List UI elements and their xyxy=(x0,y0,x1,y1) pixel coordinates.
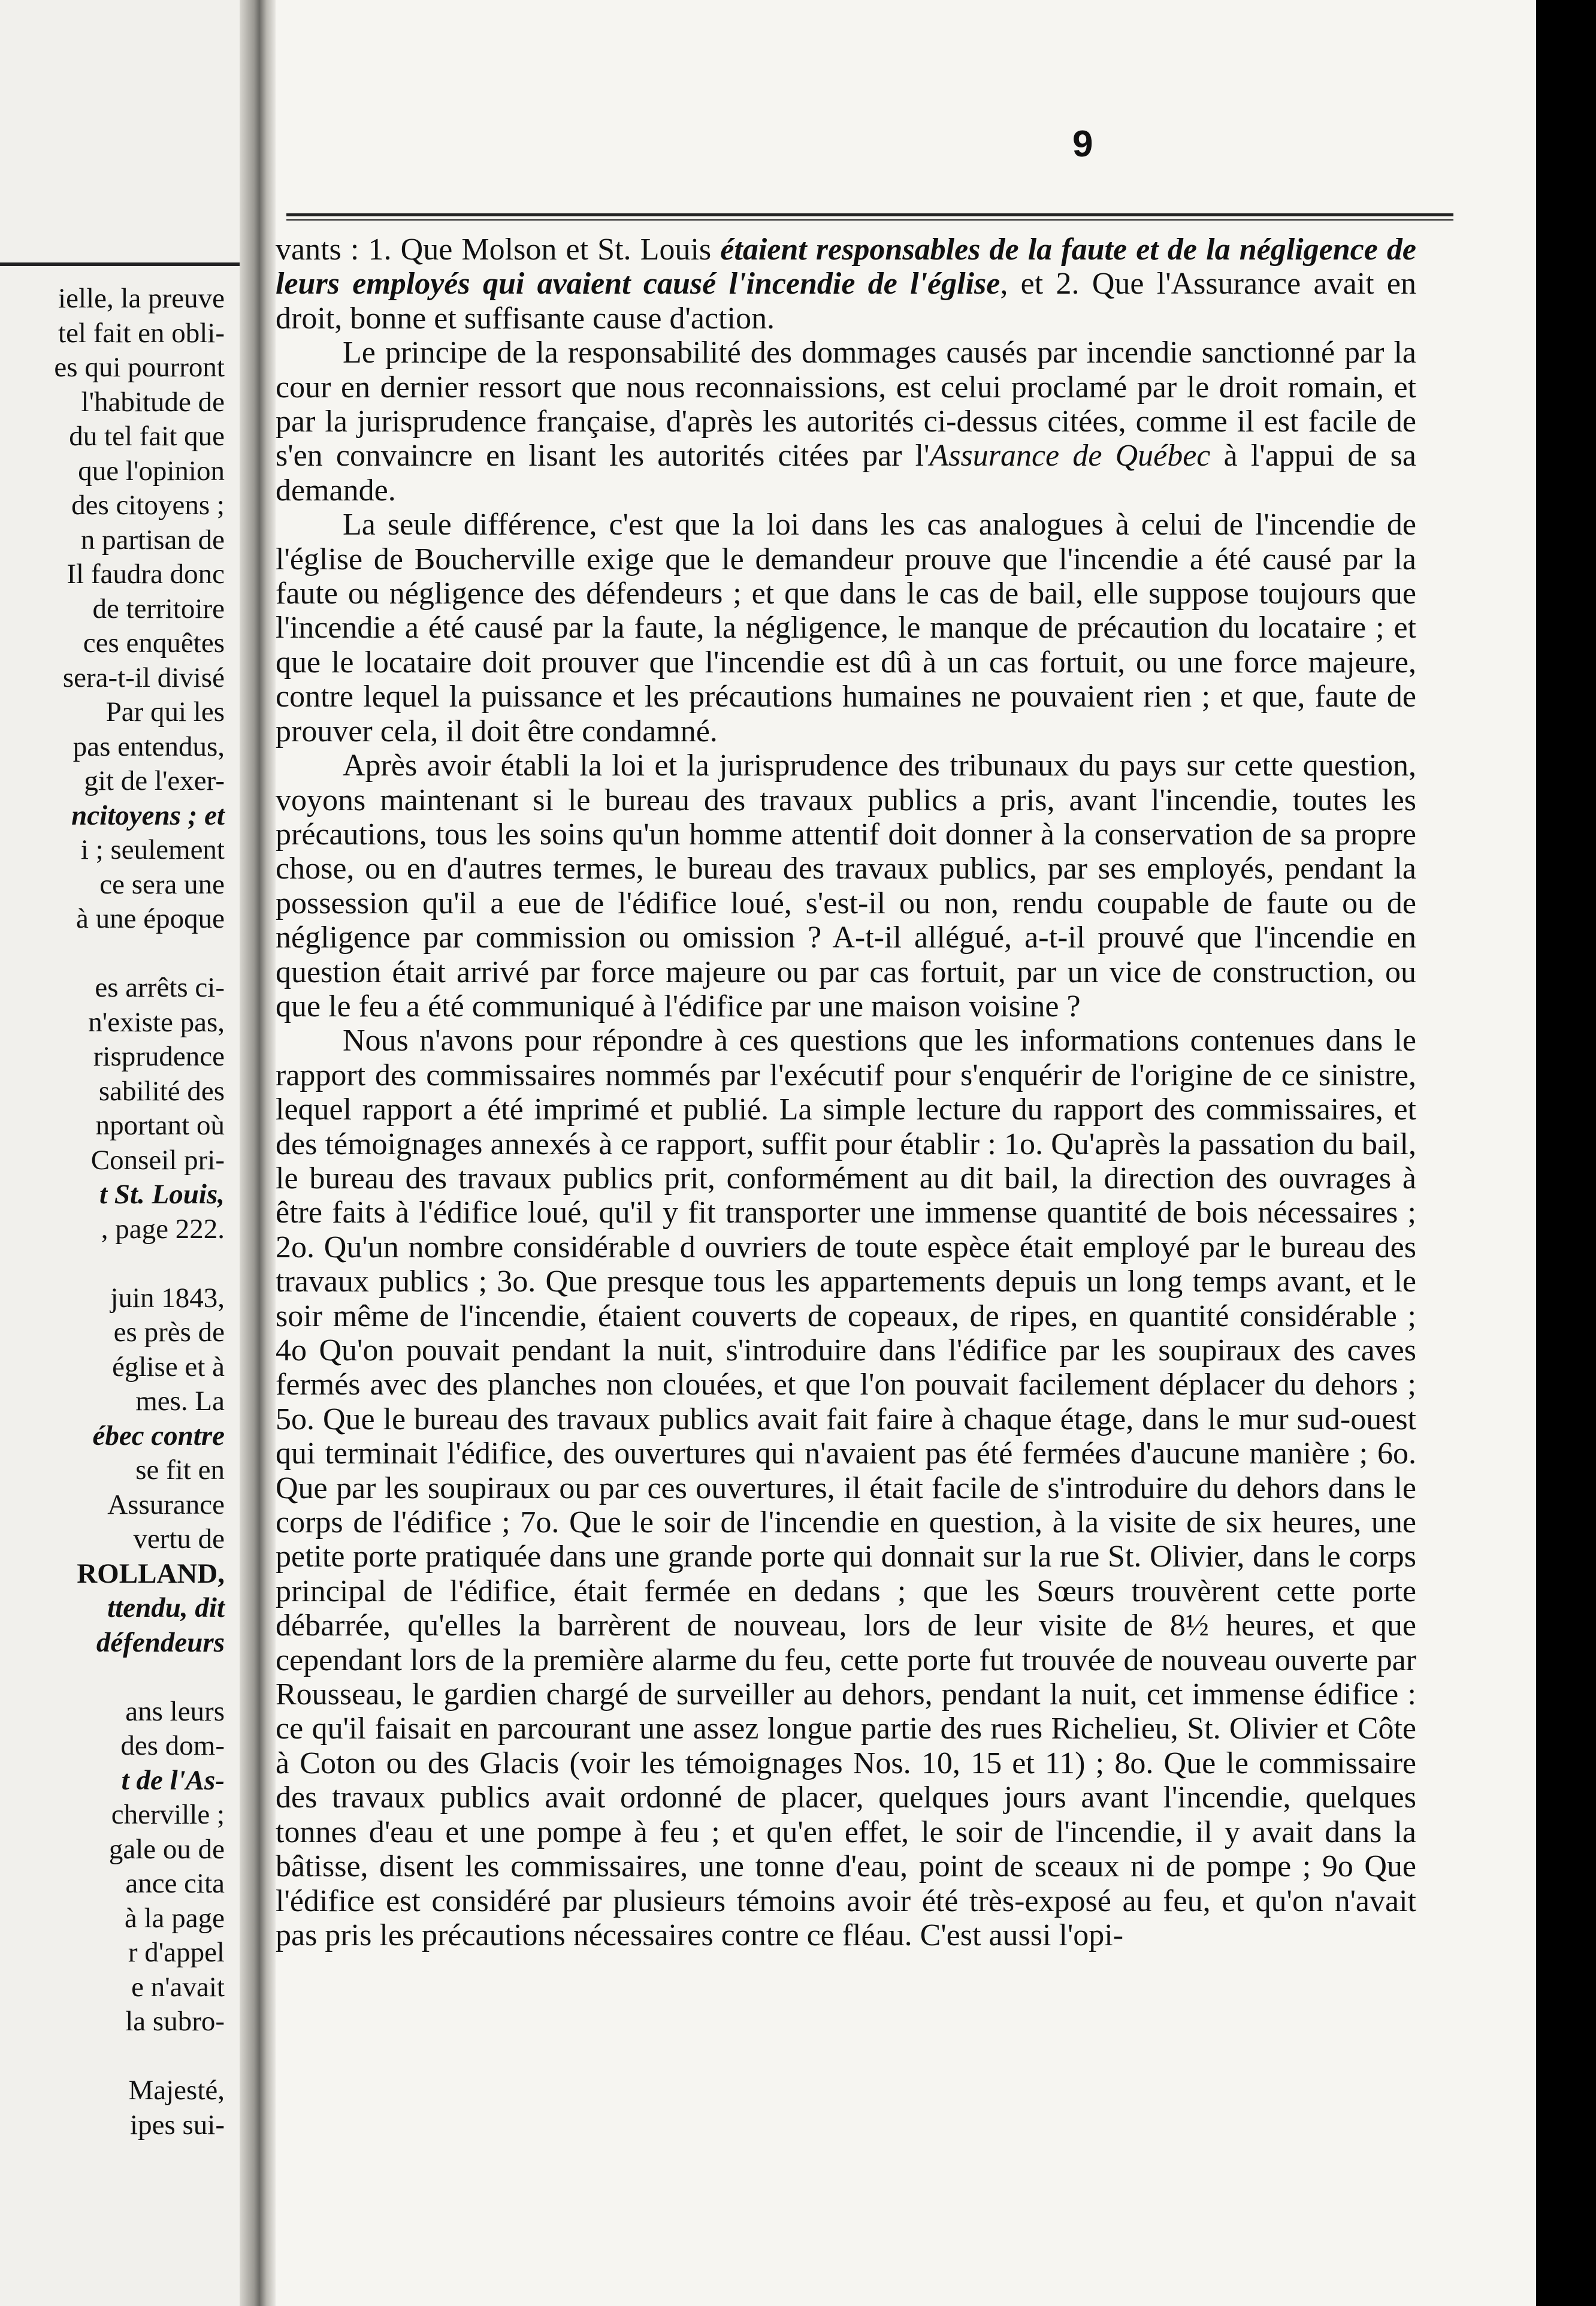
previous-page-line: , page 222. xyxy=(101,1213,225,1245)
previous-page-column xyxy=(0,282,240,2142)
header-rule-thin xyxy=(286,219,1453,221)
previous-page-line: ncitoyens ; et xyxy=(71,799,225,831)
previous-page-line: l'habitude de xyxy=(81,386,225,418)
paragraph-4: Après avoir établi la loi et la jurisprudence des tribunaux du pays sur cette question, voyons maintenant si le bureau des travaux publics a pris, avant l'incendie, toutes les précautions, tous les soins qu'un homme attentif doit donner à la conservation de sa propre chose, ou en d'autres termes, le bureau des travaux publics, par ses employés, pendant la possession qu'il a eue de l'édifice loué, s'est-il ou non, rendu coupable de faute ou de négligence par commission ou omission ? A-t-il allégué, a-t-il prouvé que l'incendie en question était arrivé par force majeure ou par cas fortuit, par un vice de construction, ou que le feu a été communiqué à l'édifice par une maison voisine ? xyxy=(276,748,1416,1024)
previous-page-line: défendeurs xyxy=(96,1626,225,1658)
header-rule xyxy=(286,213,1453,216)
previous-page-line: la subro- xyxy=(125,2006,225,2037)
previous-page-line: que l'opinion xyxy=(78,455,225,487)
scan-border xyxy=(1536,0,1596,2306)
previous-page-line: ance cita xyxy=(125,1868,225,1899)
previous-page-line: du tel fait que xyxy=(69,421,225,452)
previous-page-line xyxy=(0,937,225,971)
previous-page-line xyxy=(0,1660,225,1695)
previous-page-line: à une époque xyxy=(76,903,225,934)
previous-page-line: Conseil pri- xyxy=(90,1144,225,1176)
previous-page-line: ROLLAND, xyxy=(77,1558,225,1589)
previous-page-line: ans leurs xyxy=(125,1695,225,1727)
previous-page-rule xyxy=(0,262,240,266)
previous-page-line: git de l'exer- xyxy=(84,765,225,796)
previous-page-line: pas entendus, xyxy=(72,731,225,762)
previous-page-line: risprudence xyxy=(93,1041,225,1072)
previous-page-line: nportant où xyxy=(95,1110,225,1141)
previous-page-line: des citoyens ; xyxy=(71,490,225,521)
previous-page-line: gale ou de xyxy=(108,1833,225,1865)
previous-page-line: es qui pourront xyxy=(54,352,225,383)
previous-page-line: vertu de xyxy=(133,1523,225,1555)
paragraph-1: vants : 1. Que Molson et St. Louis étaient responsables de la faute et de la négligence de leurs employés qui avaient causé l'incendie de l'église, et 2. Que l'Assurance avait en droit, bonne et suffisante cause d'action. xyxy=(276,233,1417,336)
previous-page-line xyxy=(0,1246,225,1281)
current-page xyxy=(276,0,1536,2306)
previous-page-line: ipes sui- xyxy=(130,2109,225,2141)
previous-page-line: t de l'As- xyxy=(121,1764,225,1796)
previous-page-line: Majesté, xyxy=(128,2075,225,2106)
previous-page-fragment xyxy=(0,0,240,2306)
previous-page-line: tel fait en obli- xyxy=(58,317,225,349)
previous-page-line: t St. Louis, xyxy=(99,1179,225,1210)
paragraph-2: Le principe de la responsabilité des dommages causés par incendie sanctionné par la cour en dernier ressort que nous reconnaissions, est celui proclamé par le droit romain, et par la jurisprudence française, d'après les autorités ci-dessus citées, comme il est facile de s'en convaincre en lisant les autorités citées par l'Assurance de Québec à l'appui de sa demande. xyxy=(276,336,1416,508)
previous-page-line: ces enquêtes xyxy=(83,627,225,659)
previous-page-line: cherville ; xyxy=(111,1799,225,1830)
previous-page-line: de territoire xyxy=(92,593,225,624)
previous-page-line: es arrêts ci- xyxy=(95,972,225,1003)
previous-page-line: sabilité des xyxy=(98,1075,225,1107)
previous-page-line: ielle, la preuve xyxy=(58,283,225,314)
previous-page-line: n partisan de xyxy=(80,524,225,556)
previous-page-line: se fit en xyxy=(135,1454,225,1486)
previous-page-line: à la page xyxy=(124,1902,225,1934)
previous-page-line: ce sera une xyxy=(99,868,225,900)
page-number: 9 xyxy=(1072,123,1093,165)
previous-page-line: i ; seulement xyxy=(80,834,225,865)
previous-page-line: ttendu, dit xyxy=(107,1592,225,1623)
previous-page-line: Par qui les xyxy=(105,696,225,728)
book-gutter xyxy=(240,0,276,2306)
previous-page-line: église et à xyxy=(112,1351,225,1383)
previous-page-line: sera-t-il divisé xyxy=(62,662,225,693)
previous-page-line xyxy=(0,2039,225,2074)
page-body xyxy=(276,233,1416,1952)
previous-page-line: Assurance xyxy=(107,1489,225,1520)
previous-page-line: n'existe pas, xyxy=(88,1006,225,1038)
previous-page-line: e n'avait xyxy=(131,1971,225,2003)
previous-page-line: des dom- xyxy=(120,1730,225,1761)
paragraph-3: La seule différence, c'est que la loi dans les cas analogues à celui de l'incendie de l'église de Boucherville exige que le demandeur prouve que l'incendie a été causé par la faute ou négligence des défendeurs ; et que dans le cas de bail, elle suppose toujours que l'incendie a été causé par la faute, la négligence, le manque de précaution du locataire ; et que le locataire doit prouver que l'incendie est dû à un cas fortuit, ou une force majeure, contre lequel la puissance et les précautions humaines ne pouvaient rien ; et que, faute de prouver cela, il doit être condamné. xyxy=(276,508,1416,748)
previous-page-line: r d'appel xyxy=(128,1937,225,1968)
previous-page-line: es près de xyxy=(113,1317,225,1348)
previous-page-line: ébec contre xyxy=(92,1420,225,1451)
previous-page-line: mes. La xyxy=(135,1386,225,1417)
previous-page-line: juin 1843, xyxy=(110,1282,225,1314)
previous-page-line: Il faudra donc xyxy=(66,559,225,590)
paragraph-5: Nous n'avons pour répondre à ces questions que les informations contenues dans le rapport des commissaires nommés par l'exécutif pour s'enquérir de l'origine de ce sinistre, lequel rapport a été imprimé et publié. La simple lecture du rapport des commissaires, et des témoignages annexés à ce rapport, suffit pour établir : 1o. Qu'après la passation du bail, le bureau des travaux publics prit, conformément au dit bail, la direction des ouvrages à être faits à l'édifice loué, qu'il y fit transporter une immense quantité de bois nécessaires ; 2o. Qu'un nombre considérable d ouvriers de toute espèce était employé par le bureau des travaux publics ; 3o. Que presque tous les appartements depuis un long temps avant, et le soir même de l'incendie, étaient couverts de copeaux, de ripes, en quantité considérable ; 4o Qu'on pouvait pendant la nuit, s'introduire dans l'édifice par les soupiraux des caves fermés avec des planches non clouées, et que l'on pouvait facilement déplacer du dehors ; 5o. Que le bureau des travaux publics avait fait faire à chaque étage, dans le mur sud-ouest qui terminait l'édifice, des ouvertures qui n'avaient pas été fermées d'aucune manière ; 6o. Que par les soupiraux ou par ces ouvertures, il était facile de s'introduire du dehors dans le corps de l'édifice ; 7o. Que le soir de l'incendie en question, à la visite de six heures, une petite porte pratiquée dans une grande porte qui donnait sur la rue St. Olivier, dans le corps principal de l'édifice, était fermée en dedans ; que les Sœurs trouvèrent cette porte débarrée, qu'elles la barrèrent de nouveau, lors de leur visite de 8½ heures, et que cependant lors de la première alarme du feu, cette porte fut trouvée de nouveau ouverte par Rousseau, le gardien chargé de surveiller au dehors, pendant la nuit, cet immense édifice : ce qu'il faisait en parcourant une assez longue partie des rues Richelieu, St. Olivier et Côte à Coton ou des Glacis (voir les témoignages Nos. 10, 15 et 11) ; 8o. Que le commissaire des travaux publics avait ordonné de placer, quelques jours avant l'incendie, quelques tonnes d'eau et une pompe à feu ; et qu'en effet, le soir de l'incendie, il y avait dans la bâtisse, disent les commissaires, une tonne d'eau, point de sceaux ni de pompe ; 9o Que l'édifice est considéré par plusieurs témoins avoir été très-exposé au feu, et qu'on n'avait pas pris les précautions nécessaires contre ce fléau. C'est aussi l'opi- xyxy=(276,1024,1416,1952)
